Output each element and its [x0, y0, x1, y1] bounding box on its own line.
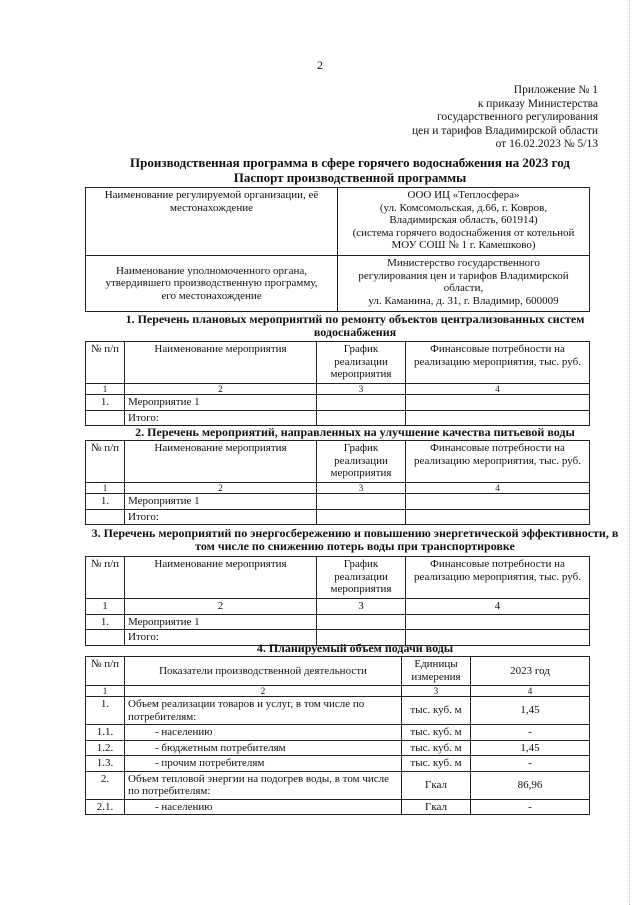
col-index: 2: [125, 384, 317, 395]
row-number: 1.: [86, 614, 125, 630]
row-finance: [406, 494, 590, 510]
t4-row-number: 1.1.: [86, 725, 125, 741]
t4-row-indicator: Объем тепловой энергии на подогрев воды, в том числе по потребителям:: [125, 771, 402, 799]
col-num-header: № п/п: [86, 342, 125, 384]
t4-row-unit: Гкал: [402, 771, 471, 799]
org-line: МОУ СОШ № 1 г. Камешково): [391, 239, 536, 251]
t4-row-value: 1,45: [471, 740, 590, 756]
org-value: [338, 188, 590, 256]
col-index: 2: [125, 483, 317, 494]
org-line: (ул. Комсомольская, д.66, г. Ковров,: [379, 201, 548, 214]
total-label: Итого:: [125, 410, 317, 426]
t4-row-unit: тыс. куб. м: [402, 756, 471, 772]
t4-row-indicator: - бюджетным потребителям: [125, 740, 402, 756]
t4-unit-header: Единицы измерения: [402, 657, 471, 686]
authority-label-line: его местонахождение: [161, 289, 262, 302]
authority-line: регулирования цен и тарифов Владимирской: [358, 269, 569, 282]
t4-row-number: 2.1.: [86, 799, 125, 815]
total-label: Итого:: [125, 509, 317, 525]
col-index: 1: [86, 599, 125, 615]
t4-row-number: 1.: [86, 697, 125, 725]
col-num-header: № п/п: [86, 557, 125, 599]
col-index: 1: [86, 384, 125, 395]
t4-row-indicator: - населению: [125, 799, 402, 815]
appendix-line: Приложение № 1: [513, 84, 598, 96]
row-finance: [406, 614, 590, 630]
t4-row-value: -: [471, 756, 590, 772]
t4-indicator-header: Показатели производственной деятельности: [125, 657, 402, 686]
col-name-header: Наименование мероприятия: [125, 557, 317, 599]
total-schedule: [317, 410, 406, 426]
row-schedule: [317, 494, 406, 510]
col-num-header: № п/п: [86, 441, 125, 483]
row-name: Мероприятие 1: [125, 395, 317, 411]
t4-row-unit: тыс. куб. м: [402, 725, 471, 741]
row-finance: [406, 395, 590, 411]
row-name: Мероприятие 1: [125, 494, 317, 510]
col-finance-header: Финансовые потребности на реализацию мероприятия, тыс. руб.: [406, 342, 590, 384]
appendix-line: от 16.02.2023 № 5/13: [495, 138, 598, 150]
section-4-heading: 4. Планируемый объем подачи воды: [256, 641, 454, 655]
total-label: Итого:: [125, 630, 317, 646]
section-2-table: [85, 440, 590, 525]
col-index: 1: [86, 686, 125, 697]
page-number: 2: [317, 58, 323, 72]
authority-line: Министерство государственного: [387, 257, 540, 269]
section-3-table: [85, 556, 590, 646]
authority-value: [338, 256, 590, 312]
col-index: 4: [406, 599, 590, 615]
section-4-table: [85, 656, 590, 815]
subtitle-line: Паспорт производственной программы: [233, 170, 467, 185]
col-index: 3: [317, 384, 406, 395]
org-line: ООО ИЦ «Теплосфера»: [407, 189, 520, 201]
col-index: 3: [402, 686, 471, 697]
total-num: [86, 410, 125, 426]
t4-row-number: 1.2.: [86, 740, 125, 756]
total-num: [86, 509, 125, 525]
col-index: 2: [125, 686, 402, 697]
total-schedule: [317, 509, 406, 525]
section-1-table: [85, 341, 590, 426]
t4-row-indicator: - прочим потребителям: [125, 756, 402, 772]
section-1-heading: 1. Перечень плановых мероприятий по ремонту объектов централизованных систем водоснабжения: [125, 312, 585, 339]
row-number: 1.: [86, 494, 125, 510]
t4-row-value: -: [471, 725, 590, 741]
col-index: 1: [86, 483, 125, 494]
row-schedule: [317, 614, 406, 630]
t4-row-value: 86,96: [471, 771, 590, 799]
total-finance: [406, 509, 590, 525]
section-3-heading: 3. Перечень мероприятий по энергосбережению и повышению энергетической эффективности, в том числе по снижению потерь воды при транспортировке: [91, 526, 619, 553]
row-number: 1.: [86, 395, 125, 411]
appendix-block: [298, 84, 598, 152]
t4-row-unit: Гкал: [402, 799, 471, 815]
org-line: Владимирская область, 601914): [389, 214, 538, 226]
col-schedule-header: График реализации мероприятия: [317, 342, 406, 384]
t4-row-unit: тыс. куб. м: [402, 697, 471, 725]
page-edge: [629, 0, 636, 905]
t4-row-number: 1.3.: [86, 756, 125, 772]
t4-row-unit: тыс. куб. м: [402, 740, 471, 756]
row-schedule: [317, 395, 406, 411]
col-finance-header: Финансовые потребности на реализацию мероприятия, тыс. руб.: [406, 557, 590, 599]
appendix-line: государственного регулирования: [436, 111, 598, 123]
authority-line: ул. Каманина, д. 31, г. Владимир, 600009: [368, 294, 559, 307]
col-index: 4: [406, 384, 590, 395]
t4-row-indicator: Объем реализации товаров и услуг, в том числе по потребителям:: [125, 697, 402, 725]
authority-label: [86, 256, 338, 312]
col-index: 2: [125, 599, 317, 615]
col-schedule-header: График реализации мероприятия: [317, 441, 406, 483]
t4-year-header: 2023 год: [471, 657, 590, 686]
document-title: [90, 155, 610, 185]
t4-row-number: 2.: [86, 771, 125, 799]
authority-label-line: Наименование уполномоченного органа,: [116, 264, 307, 277]
col-index: 3: [317, 483, 406, 494]
t4-row-indicator: - населению: [125, 725, 402, 741]
org-label: Наименование регулируемой организации, её местонахождение: [86, 188, 338, 256]
appendix-line: цен и тарифов Владимирской области: [411, 124, 598, 137]
col-index: 4: [471, 686, 590, 697]
row-name: Мероприятие 1: [125, 614, 317, 630]
total-finance: [406, 410, 590, 426]
col-index: 3: [317, 599, 406, 615]
col-name-header: Наименование мероприятия: [125, 441, 317, 483]
authority-line: области,: [443, 282, 484, 294]
col-name-header: Наименование мероприятия: [125, 342, 317, 384]
authority-label-line: утвердившего производственную программу,: [105, 277, 318, 290]
passport-table: [85, 187, 590, 312]
t4-num-header: № п/п: [86, 657, 125, 686]
title-line: Производственная программа в сфере горячего водоснабжения на 2023 год: [130, 155, 570, 170]
col-schedule-header: График реализации мероприятия: [317, 557, 406, 599]
section-2-heading: 2. Перечень мероприятий, направленных на улучшение качества питьевой воды: [135, 425, 575, 439]
org-line: (система горячего водоснабжения от котельной: [352, 226, 575, 239]
col-finance-header: Финансовые потребности на реализацию мероприятия, тыс. руб.: [406, 441, 590, 483]
t4-row-value: -: [471, 799, 590, 815]
t4-row-value: 1,45: [471, 697, 590, 725]
col-index: 4: [406, 483, 590, 494]
appendix-line: к приказу Министерства: [477, 97, 598, 110]
